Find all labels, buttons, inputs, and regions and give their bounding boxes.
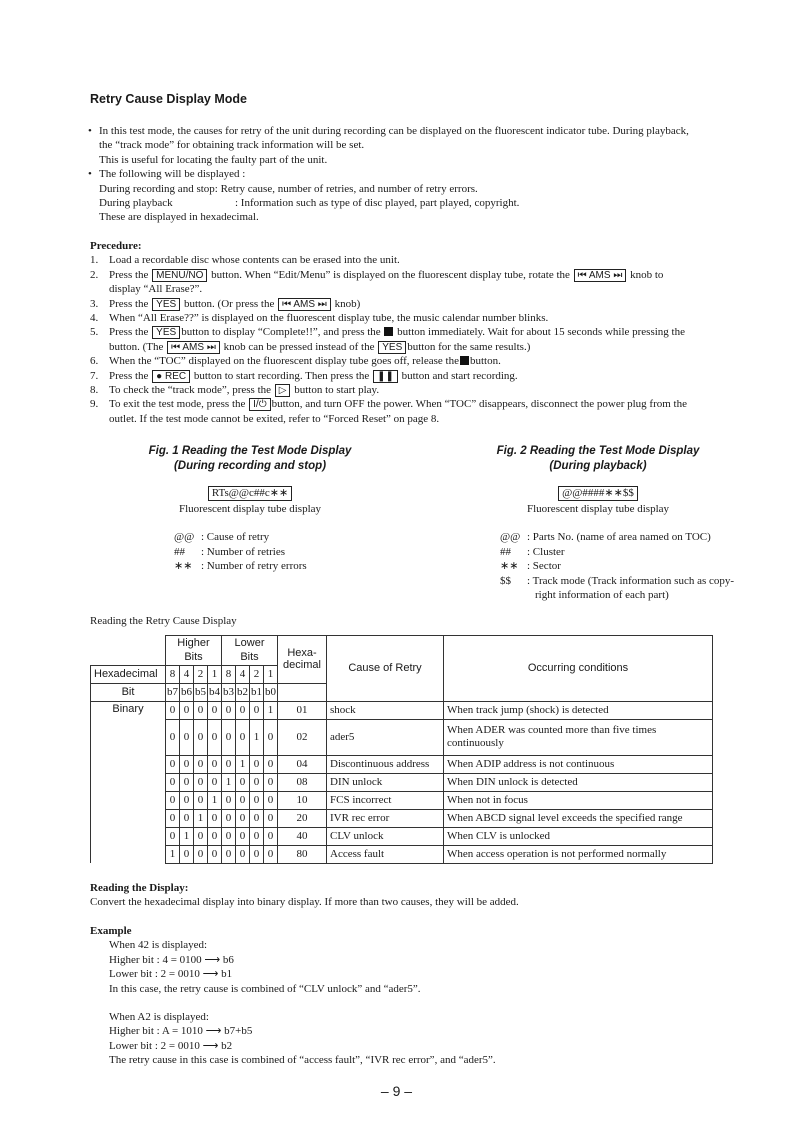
binary-cell: 0 xyxy=(166,809,180,827)
procedure-step: 6. When the “TOC” displayed on the fluorescent display tube goes off, release the button. xyxy=(90,355,501,368)
intro-text: In this test mode, the causes for retry of the unit during recording can be displayed on the fluorescent indicator tube. During playback, xyxy=(99,125,689,137)
binary-cell: 0 xyxy=(166,701,180,719)
header-lower-bits: Lower Bits xyxy=(222,636,278,666)
ams-key: ⏮ AMS ⏭ xyxy=(574,269,627,282)
stop-icon xyxy=(384,327,393,336)
table-row xyxy=(91,773,713,791)
table-caption: Reading the Retry Cause Display xyxy=(90,615,237,627)
procedure-section xyxy=(90,239,758,426)
binary-cell: 1 xyxy=(208,791,222,809)
binary-cell: 1 xyxy=(236,755,250,773)
binary-cell: 0 xyxy=(180,845,194,863)
binary-cell: 0 xyxy=(166,719,180,755)
binary-cell: 0 xyxy=(264,773,278,791)
display-readout: RTs@@c##c∗∗ xyxy=(208,486,292,501)
cause-cell: IVR rec error xyxy=(327,809,444,827)
condition-cell: When not in focus xyxy=(444,791,713,809)
binary-cell: 0 xyxy=(264,755,278,773)
header-conditions: Occurring conditions xyxy=(444,636,713,702)
procedure-step: 7. Press the ● REC button to start recording. Then press the ❚❚ button and start recording. xyxy=(90,369,518,382)
intro-text: This is useful for locating the faulty part of the unit. xyxy=(99,153,328,166)
reading-heading: Reading the Display: xyxy=(90,882,189,894)
bit-cell: b7 xyxy=(166,683,180,701)
binary-cell: 0 xyxy=(208,719,222,755)
binary-cell: 0 xyxy=(250,791,264,809)
hex-cell: 02 xyxy=(278,719,327,755)
binary-cell: 0 xyxy=(180,791,194,809)
hex-cell: 10 xyxy=(278,791,327,809)
table-row xyxy=(91,845,713,863)
example-heading: Example xyxy=(90,925,132,937)
yes-key: YES xyxy=(378,341,406,354)
binary-cell: 0 xyxy=(236,809,250,827)
rec-key: ● REC xyxy=(152,370,190,383)
binary-cell: 0 xyxy=(222,845,236,863)
binary-cell: 0 xyxy=(264,809,278,827)
weight-cell: 1 xyxy=(208,665,222,683)
figure-caption: Fig. 1 Reading the Test Mode Display xyxy=(148,445,352,457)
example-line: In this case, the retry cause is combined of “CLV unlock” and “ader5”. xyxy=(109,982,421,995)
binary-cell: 0 xyxy=(208,845,222,863)
condition-cell: When ADER was counted more than five times continuously xyxy=(444,719,713,755)
table-row xyxy=(91,701,713,719)
display-caption: Fluorescent display tube display xyxy=(178,503,322,515)
retry-cause-table xyxy=(90,635,713,864)
binary-cell: 0 xyxy=(222,809,236,827)
condition-cell: When ADIP address is not continuous xyxy=(444,755,713,773)
bit-cell: b2 xyxy=(236,683,250,701)
procedure-step: 3. Press the YES button. (Or press the ⏮ AMS ⏭ knob) xyxy=(90,297,361,310)
example-line: When 42 is displayed: xyxy=(109,939,208,952)
binary-cell: 0 xyxy=(208,755,222,773)
condition-cell: When track jump (shock) is detected xyxy=(444,701,713,719)
table-row xyxy=(91,809,713,827)
binary-cell: 0 xyxy=(222,719,236,755)
binary-cell: 1 xyxy=(264,701,278,719)
bit-cell: b5 xyxy=(194,683,208,701)
binary-cell: 1 xyxy=(222,773,236,791)
example-line: Higher bit : 4 = 0100 ⟶ b6 xyxy=(109,953,234,966)
binary-cell: 0 xyxy=(208,809,222,827)
table-row xyxy=(91,719,713,755)
procedure-step: 9. To exit the test mode, press the I/⏻ button, and turn OFF the power. When “TOC” disappears, disconnect the power plug from the outlet. If the test mode cannot be exited, refer to “Forced Reset” on page 8. xyxy=(90,398,687,425)
example-line: Lower bit : 2 = 0010 ⟶ b1 xyxy=(109,968,233,981)
binary-cell: 0 xyxy=(194,845,208,863)
condition-cell: When CLV is unlocked xyxy=(444,827,713,845)
bullet-icon: • xyxy=(88,168,92,181)
binary-cell: 0 xyxy=(194,773,208,791)
legend: @@ : Cause of retry ## : Number of retries ∗∗ : Number of retry errors xyxy=(174,531,307,573)
page-title: Retry Cause Display Mode xyxy=(90,92,247,106)
bit-cell: b4 xyxy=(208,683,222,701)
binary-cell: 0 xyxy=(264,791,278,809)
binary-cell: 0 xyxy=(208,827,222,845)
cause-cell: Discontinuous address xyxy=(327,755,444,773)
menu-no-key: MENU/NO xyxy=(152,269,207,282)
yes-key: YES xyxy=(152,298,180,311)
row-label: Hexadecimal xyxy=(91,665,166,683)
binary-cell: 0 xyxy=(194,719,208,755)
binary-cell: 0 xyxy=(250,701,264,719)
display-caption: Fluorescent display tube display xyxy=(526,503,670,515)
binary-cell: 0 xyxy=(250,809,264,827)
binary-cell: 0 xyxy=(236,827,250,845)
hex-cell: 40 xyxy=(278,827,327,845)
yes-key: YES xyxy=(152,326,180,339)
binary-cell: 0 xyxy=(180,809,194,827)
binary-cell: 0 xyxy=(222,701,236,719)
hex-cell: 04 xyxy=(278,755,327,773)
binary-label: Binary xyxy=(91,701,166,863)
procedure-step: 8. To check the “track mode”, press the ▷ button to start play. xyxy=(90,384,380,397)
example-line: Higher bit : A = 1010 ⟶ b7+b5 xyxy=(109,1025,253,1038)
reading-text: Convert the hexadecimal display into binary display. If more than two causes, they will be added. xyxy=(90,896,519,909)
weight-cell: 4 xyxy=(180,665,194,683)
example-line: When A2 is displayed: xyxy=(109,1011,209,1024)
table-row xyxy=(91,827,713,845)
power-key: I/⏻ xyxy=(249,398,270,411)
bit-cell: b3 xyxy=(222,683,236,701)
binary-cell: 0 xyxy=(264,719,278,755)
cause-cell: FCS incorrect xyxy=(327,791,444,809)
procedure-step: 5. Press the YES button to display “Complete!!”, and press the button immediately. Wait for about 15 seconds while pressing the button. (The ⏮ AMS ⏭ knob can be pressed instead of the YES button for the same results.) xyxy=(90,326,685,353)
binary-cell: 1 xyxy=(194,809,208,827)
hex-cell: 20 xyxy=(278,809,327,827)
binary-cell: 0 xyxy=(194,791,208,809)
cause-cell: DIN unlock xyxy=(327,773,444,791)
table-row xyxy=(91,791,713,809)
weight-cell: 8 xyxy=(166,665,180,683)
legend: @@ : Parts No. (name of area named on TOC) ## : Cluster ∗∗ : Sector $$ : Track mode (Track information such as copy- right information of each part) xyxy=(500,531,735,602)
weight-cell: 4 xyxy=(236,665,250,683)
bit-cell: b1 xyxy=(250,683,264,701)
example-line: Lower bit : 2 = 0010 ⟶ b2 xyxy=(109,1039,233,1052)
hex-cell: 01 xyxy=(278,701,327,719)
example-section xyxy=(90,924,760,1068)
weight-cell: 2 xyxy=(194,665,208,683)
binary-cell: 0 xyxy=(222,827,236,845)
bit-cell: b0 xyxy=(264,683,278,701)
pause-icon: ❚❚ xyxy=(373,370,398,383)
condition-cell: When ABCD signal level exceeds the specified range xyxy=(444,809,713,827)
procedure-step: 2. Press the MENU/NO button. When “Edit/Menu” is displayed on the fluorescent display tube, rotate the ⏮ AMS ⏭ knob to display “All Erase?”. xyxy=(90,268,664,296)
reading-section xyxy=(90,881,760,910)
binary-cell: 0 xyxy=(166,827,180,845)
binary-cell: 0 xyxy=(166,755,180,773)
cause-cell: Access fault xyxy=(327,845,444,863)
header-cause: Cause of Retry xyxy=(327,636,444,702)
ams-key: ⏮ AMS ⏭ xyxy=(167,341,220,354)
binary-cell: 1 xyxy=(166,845,180,863)
binary-cell: 0 xyxy=(222,755,236,773)
cause-cell: CLV unlock xyxy=(327,827,444,845)
intro-text: The following will be displayed : xyxy=(99,168,246,181)
binary-cell: 1 xyxy=(250,719,264,755)
row-label: Bit xyxy=(91,683,166,701)
intro-section xyxy=(88,124,758,225)
play-key: ▷ xyxy=(275,384,291,397)
binary-cell: 0 xyxy=(236,791,250,809)
hex-cell: 80 xyxy=(278,845,327,863)
table-row xyxy=(91,755,713,773)
cause-cell: ader5 xyxy=(327,719,444,755)
binary-cell: 0 xyxy=(194,755,208,773)
binary-cell: 0 xyxy=(194,701,208,719)
weight-cell: 2 xyxy=(250,665,264,683)
hex-cell: 08 xyxy=(278,773,327,791)
binary-cell: 0 xyxy=(166,791,180,809)
header-hexadecimal: Hexa-decimal xyxy=(278,636,327,684)
binary-cell: 0 xyxy=(180,773,194,791)
binary-cell: 0 xyxy=(250,827,264,845)
binary-cell: 0 xyxy=(250,845,264,863)
binary-cell: 0 xyxy=(222,791,236,809)
cause-cell: shock xyxy=(327,701,444,719)
procedure-step: 4. When “All Erase??” is displayed on the fluorescent display tube, the music calendar number blinks. xyxy=(90,312,549,325)
procedure-step: 1. Load a recordable disc whose contents can be erased into the unit. xyxy=(90,254,400,267)
figure-caption: (During playback) xyxy=(549,460,647,472)
weight-cell: 1 xyxy=(264,665,278,683)
intro-text: These are displayed in hexadecimal. xyxy=(99,211,259,224)
binary-cell: 0 xyxy=(180,701,194,719)
stop-icon xyxy=(460,356,469,365)
ams-key: ⏮ AMS ⏭ xyxy=(278,298,331,311)
figure-caption: (During recording and stop) xyxy=(173,460,327,472)
binary-cell: 0 xyxy=(236,719,250,755)
binary-cell: 0 xyxy=(208,701,222,719)
bit-cell: b6 xyxy=(180,683,194,701)
binary-cell: 0 xyxy=(264,827,278,845)
binary-cell: 0 xyxy=(194,827,208,845)
intro-text: During recording and stop: Retry cause, number of retries, and number of retry errors. xyxy=(99,182,478,195)
binary-cell: 0 xyxy=(236,773,250,791)
binary-cell: 0 xyxy=(264,845,278,863)
binary-cell: 0 xyxy=(180,755,194,773)
figure-1 xyxy=(90,444,410,574)
weight-cell: 8 xyxy=(222,665,236,683)
binary-cell: 0 xyxy=(250,773,264,791)
bullet-icon: • xyxy=(88,125,92,137)
intro-text: the “track mode” for obtaining track information will be set. xyxy=(99,139,365,152)
example-line: The retry cause in this case is combined of “access fault”, “IVR rec error”, and “ader5”. xyxy=(109,1054,496,1067)
display-readout: @@####∗∗$$ xyxy=(558,486,638,501)
condition-cell: When DIN unlock is detected xyxy=(444,773,713,791)
binary-cell: 0 xyxy=(236,701,250,719)
condition-cell: When access operation is not performed normally xyxy=(444,845,713,863)
procedure-heading: Precedure: xyxy=(90,240,142,252)
figure-2 xyxy=(448,444,748,602)
header-higher-bits: Higher Bits xyxy=(166,636,222,666)
binary-cell: 0 xyxy=(180,719,194,755)
binary-cell: 0 xyxy=(208,773,222,791)
table-header-row xyxy=(91,636,713,666)
binary-cell: 0 xyxy=(236,845,250,863)
page-number: – 9 – xyxy=(380,1083,413,1099)
figure-caption: Fig. 2 Reading the Test Mode Display xyxy=(496,445,700,457)
binary-cell: 0 xyxy=(166,773,180,791)
intro-text: During playback : Information such as type of disc played, part played, copyright. xyxy=(99,197,520,210)
binary-cell: 0 xyxy=(250,755,264,773)
binary-cell: 1 xyxy=(180,827,194,845)
